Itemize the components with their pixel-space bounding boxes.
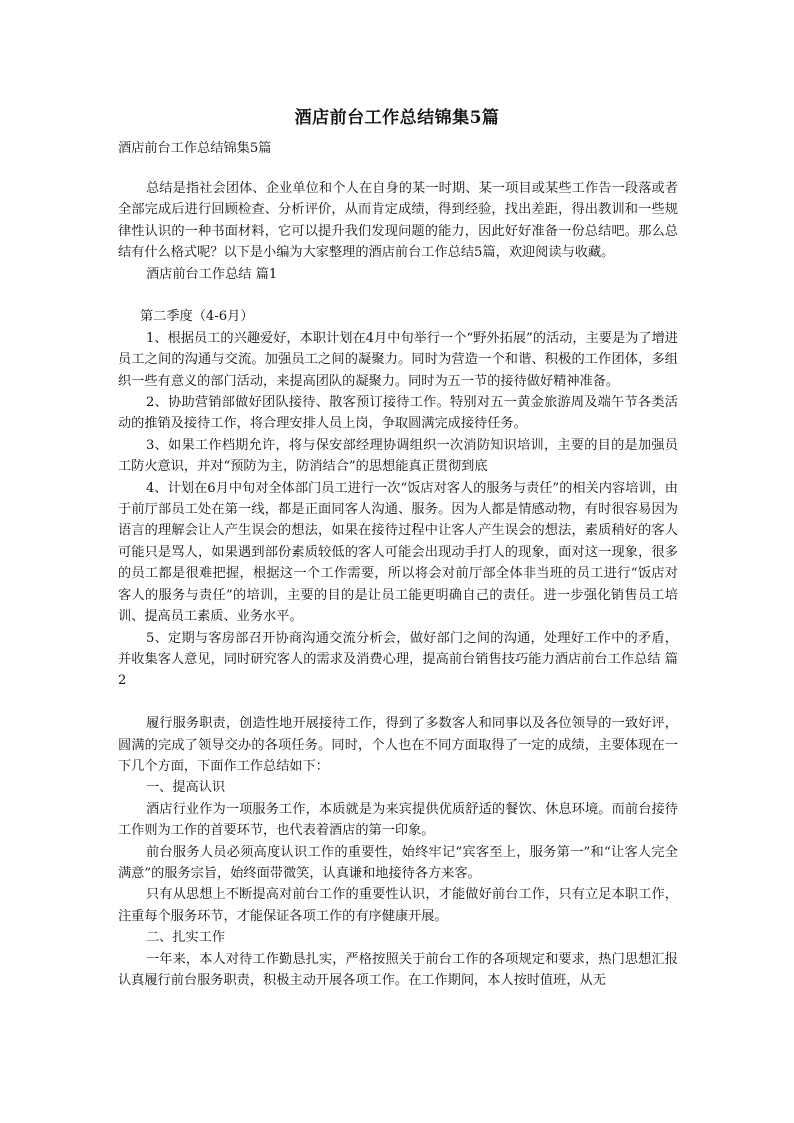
blank-line — [118, 692, 678, 713]
subheading-solid-work: 二、扎实工作 — [146, 930, 226, 946]
paragraph-item-5: 5、定期与客房部召开协商沟通交流分析会，做好部门之间的沟通，处理好工作中的矛盾，并收集客人意见，同时研究客人的需求及消费心理，提高前台销售技巧能力酒店前台工作总结 篇2 — [118, 630, 678, 689]
section-heading-1: 酒店前台工作总结 篇1 — [146, 266, 278, 282]
paragraph-item-4: 4、计划在6月中旬对全体部门员工进行一次“饭店对客人的服务与责任”的相关内容培训，由于前厅部员工处在第一线，都是正面同客人沟通、服务。因为人都是情感动物，有时很容易因为语言的理解会让人产生误会的想法，如果在接待过程中让客人产生误会的想法，素质稍好的客人可能只是骂人，如果遇到部份素质较低的客人可能会出现动手打人的现象，面对这一现象，很多的员工都是很难把握，根据这一个工作需要，所以将会对前厅部全体非当班的员工进行“饭店对客人的服务与责任”的培训，主要的目的是让员工能更明确自己的责任。进一步强化销售员工培训、提高员工素质、业务水平。 — [118, 480, 678, 625]
document-body — [118, 178, 678, 991]
document-title: 酒店前台工作总结锦集5篇 — [294, 108, 500, 128]
paragraph-solid-work: 一年来，本人对待工作勤恳扎实，严格按照关于前台工作的各项规定和要求，热门思想汇报认真履行前台服务职责，积极主动开展各项工作。在工作期间，本人按时值班，从无 — [118, 951, 678, 988]
paragraph-awareness-1: 酒店行业作为一项服务工作，本质就是为来宾提供优质舒适的餐饮、休息环境。而前台接待工作则为工作的首要环节，也代表着酒店的第一印象。 — [118, 801, 678, 839]
quarter-heading: 第二季度（4-6月） — [140, 309, 254, 325]
paragraph-item-1: 1、根据员工的兴趣爱好，本职计划在4月中旬举行一个“野外拓展”的活动，主要是为了增进员工之间的沟通与交流。加强员工之间的凝聚力。同时为营造一个和谐、积极的工作团体，多组织一些有意义的部门活动，来提高团队的凝聚力。同时为五一节的接待做好精神准备。 — [118, 330, 678, 389]
subheading-awareness: 一、提高认识 — [146, 780, 226, 796]
paragraph-duties: 履行服务职责，创造性地开展接待工作，得到了多数客人和同事以及各位领导的一致好评，圆满的完成了领导交办的各项任务。同时，个人也在不同方面取得了一定的成绩，主要体现在一下几个方面，下面作工作总结如下： — [118, 716, 678, 774]
paragraph-item-3: 3、如果工作档期允许，将与保安部经理协调组织一次消防知识培训，主要的目的是加强员工防火意识，并对“预防为主，防消结合”的思想能真正贯彻到底 — [118, 437, 678, 475]
document-subtitle: 酒店前台工作总结锦集5篇 — [118, 141, 272, 156]
blank-line — [118, 285, 678, 306]
paragraph-awareness-3: 只有从思想上不断提高对前台工作的重要性认识，才能做好前台工作，只有立足本职工作，注重每个服务环节，才能保证各项工作的有序健康开展。 — [118, 887, 678, 924]
paragraph-item-2: 2、协助营销部做好团队接待、散客预订接待工作。特别对五一黄金旅游周及端午节各类活动的推销及接待工作，将合理安排人员上岗，争取圆满完成接待任务。 — [118, 395, 678, 432]
paragraph-awareness-2: 前台服务人员必须高度认识工作的重要性，始终牢记“宾客至上，服务第一”和“让客人完全满意”的服务宗旨，始终面带微笑，认真谦和地接待各方来客。 — [118, 844, 678, 881]
intro-paragraph: 总结是指社会团体、企业单位和个人在自身的某一时期、某一项目或某些工作告一段落或者全部完成后进行回顾检查、分析评价，从而肯定成绩，得到经验，找出差距，得出教训和一些规律性认识的一种书面材料，它可以提升我们发现问题的能力，因此好好准备一份总结吧。那么总结有什么格式呢？以下是小编为大家整理的酒店前台工作总结5篇，欢迎阅读与收藏。 — [118, 181, 678, 261]
